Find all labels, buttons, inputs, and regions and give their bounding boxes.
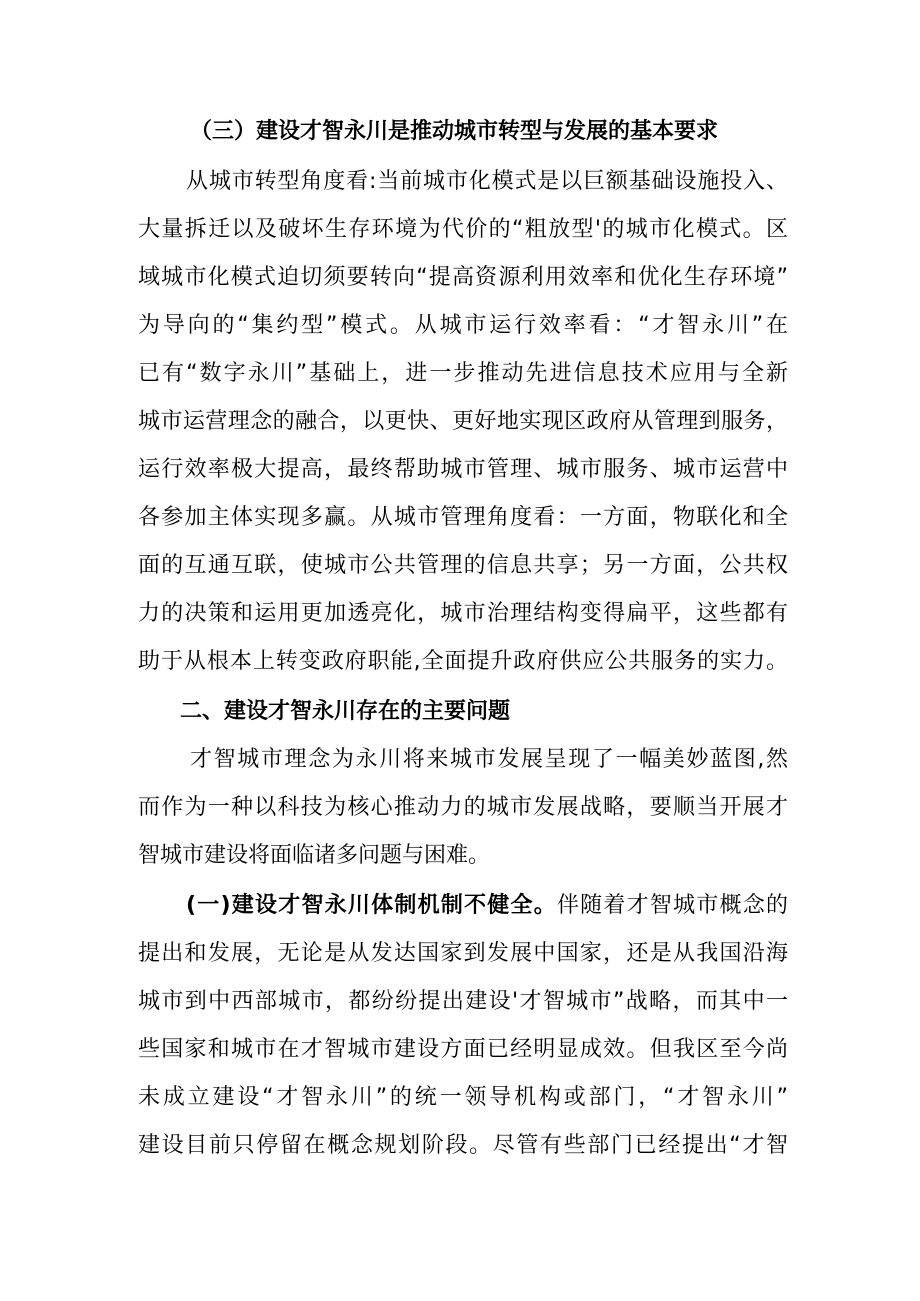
paragraph-line: 才智城市理念为永川将来城市发展呈现了一幅美妙蓝图,然 (190, 747, 788, 772)
paragraph-line: 城市运营理念的融合，以更快、更好地实现区政府从管理到服务， (138, 409, 788, 434)
section-heading: （三）建设才智永川是推动城市转型与发展的基本要求 (190, 119, 719, 144)
paragraph-line: 城市到中西部城市，都纷纷提出建设'才智城市”战略，而其中一 (138, 989, 788, 1014)
paragraph-line: 力的决策和运用更加透亮化，城市治理结构变得扁平，这些都有 (138, 601, 788, 626)
paragraph-line: 些国家和城市在才智城市建设方面已经明显成效。但我区至今尚 (138, 1037, 788, 1062)
subsection-lead: (一)建设才智永川体制机制不健全。 (186, 893, 557, 918)
paragraph-line: 智城市建设将面临诸多问题与困难。 (138, 843, 491, 868)
paragraph-first-line (186, 882, 788, 930)
paragraph-line: 运行效率极大提高，最终帮助城市管理、城市服务、城市运营中 (138, 457, 788, 482)
paragraph-line: 各参加主体实现多赢。从城市管理角度看：一方面，物联化和全 (138, 505, 788, 530)
paragraph-line: 面的互通互联，使城市公共管理的信息共享；另一方面，公共权 (138, 553, 788, 578)
part-heading: 二、建设才智永川存在的主要问题 (180, 699, 511, 724)
paragraph-line: 未成立建设“才智永川”的统一领导机构或部门，“才智永川” (138, 1085, 788, 1110)
paragraph-line: 从城市转型角度看:当前城市化模式是以巨额基础设施投入、 (186, 169, 788, 194)
paragraph-line: 提出和发展，无论是从发达国家到发展中国家，还是从我国沿海 (138, 941, 788, 966)
paragraph-text: 伴随着才智城市概念的 (556, 893, 788, 918)
paragraph-line: 而作为一种以科技为核心推动力的城市发展战略，要顺当开展才 (138, 795, 788, 820)
paragraph-line: 助于从根本上转变政府职能,全面提升政府供应公共服务的实力。 (138, 649, 788, 674)
paragraph-line: 已有“数字永川”基础上，进一步推动先进信息技术应用与全新 (138, 361, 788, 386)
paragraph-line: 建设目前只停留在概念规划阶段。尽管有些部门已经提出“才智 (138, 1133, 788, 1158)
paragraph-line: 大量拆迁以及破坏生存环境为代价的“粗放型'的城市化模式。区 (138, 217, 788, 242)
paragraph-line: 为导向的“集约型”模式。从城市运行效率看：“才智永川”在 (138, 313, 788, 338)
paragraph-line: 域城市化模式迫切须要转向“提高资源利用效率和优化生存环境” (138, 265, 788, 290)
